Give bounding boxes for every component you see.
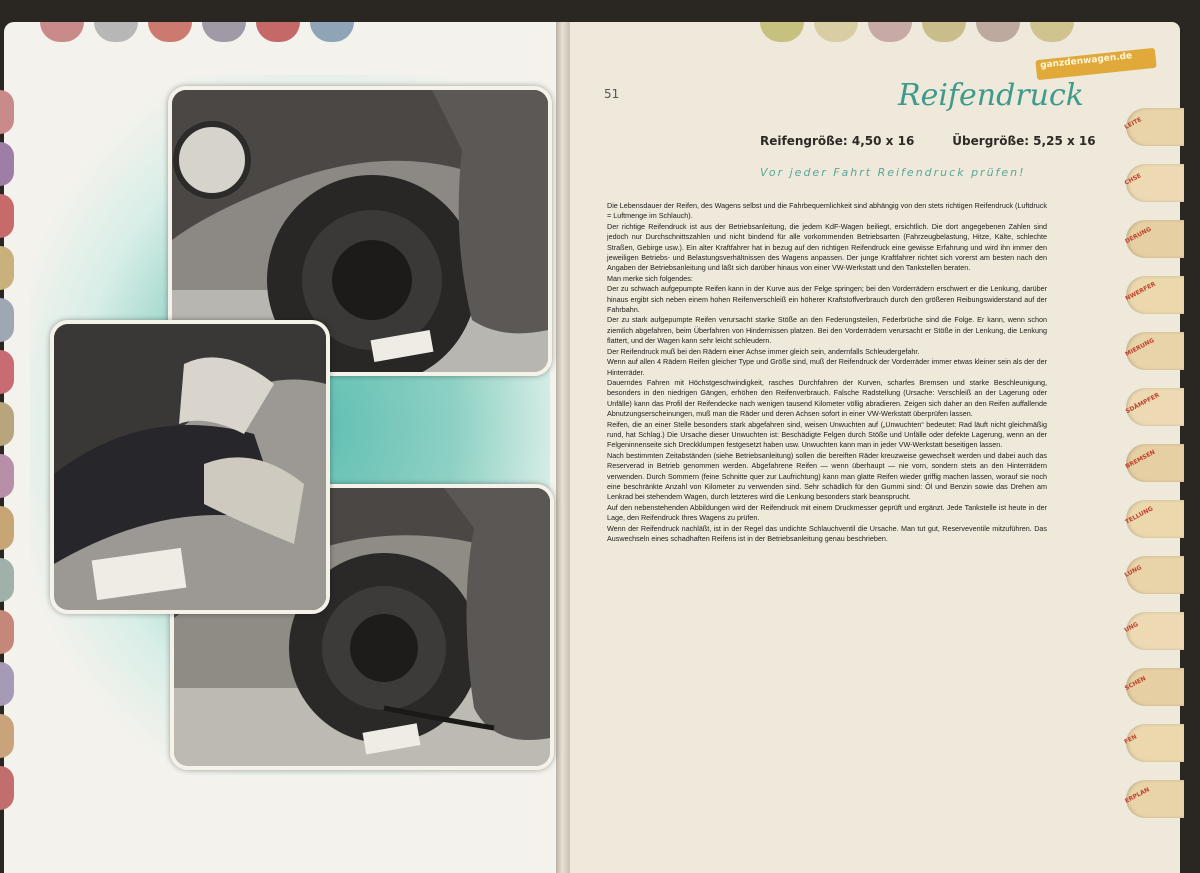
page-number: 51 [604,87,620,101]
thumb-tab-label: LUNG [1123,564,1144,579]
photo-tire-valve [50,320,330,614]
paragraph: Der Reifendruck muß bei den Rädern einer Achse immer gleich sein, andernfalls Schleudergefahr. [607,346,920,356]
thumb-tab-label: CHSE [1123,172,1143,187]
top-tab-edge-right [760,22,1074,42]
paragraph: Der zu stark aufgepumpte Reifen verursacht starke Stöße an den Federungsteilen, Federbrüche sind die Folge. Er kann, wenn schon ziemlich abgefahren, beim Überfahren von Hindernissen platzen. Bei den Vorderrädern verursacht er Stöße in der Lenkung, die Lenkung flattert, und der Wagen kann sehr leicht schleudern. [607,315,1047,346]
top-tab-edge-left [40,22,354,42]
thumb-tab-label: DERUNG [1124,225,1153,246]
paragraph: Nach bestimmten Zeitabständen (siehe Betriebsanleitung) sollen die bereiften Räder kreuzweise gewechselt werden und dabei auch das Reserverad in Betrieb genommen werden. Abgefahrene Reifen — wenn überhaupt — nie vorn, sondern stets an den Hinterrädern verwenden. Durch Sommern (feine Schnitte quer zur Laufrichtung) kann man glatte Reifen wieder griffig machen lassen, worauf sie noch eine beschränkte Anzahl von Kilometer zu verwenden sind. Sehr schädlich für den Gummi sind: Öl und Benzin sowie das Drehen am Lenkrad bei stehendem Wagen, durch letzteres wird die Lenkung besonders stark beansprucht. [607,450,1047,502]
thumb-tab-label: TELLUNG [1124,505,1155,526]
thumb-tab[interactable] [1126,556,1184,594]
thumb-tab[interactable] [1126,108,1184,146]
paragraph: Der zu schwach aufgepumpte Reifen kann in der Kurve aus der Felge springen; bei den Vorderrädern erschwert er die Lenkung, darüber hinaus ergibt sich neben einem hohen Reifenverschleiß ein höherer Kraftstoffverbrauch durch den größeren Reibungswiderstand auf der Fahrbahn. [607,284,1047,315]
oversize: Übergröße: 5,25 x 16 [952,134,1096,148]
paragraph: Der richtige Reifendruck ist aus der Betriebsanleitung, die jedem KdF-Wagen beiliegt, ersichtlich. Die dort angegebenen Zahlen sind jedoch nur Durchschnittszahlen und nicht bindend für alle vorkommenden Betriebsarten (Fahrzeugbelastung, Hitze, Kälte, schlechte Straßen, Gebirge usw.). Ein alter Kraftfahrer hat in bezug auf den richtigen Reifendruck eine gewisse Erfahrung und wird ihn immer den jeweiligen Betriebs- und Belastungsverhältnissen des Wagens anpassen. Der junge Kraftfahrer richtet sich vorerst am besten nach den Angaben der Betriebsanleitung und läßt sich darüber hinaus von einer VW-Werkstatt und den Tankstellen beraten. [607,221,1047,273]
left-tab-edge [0,90,14,810]
thumb-tab-label: FEN [1123,733,1139,746]
thumb-tab[interactable] [1126,724,1184,762]
paragraph: Auf den nebenstehenden Abbildungen wird der Reifendruck mit einem Druckmesser geprüft und ergänzt. Jede Tankstelle ist heute in der Lage, den Reifendruck Ihres Wagens zu prüfen. [607,502,1047,523]
tire-sizes [760,134,1096,148]
thumb-tab-label: UNG [1123,620,1140,635]
tire-size: Reifengröße: 4,50 x 16 [760,134,915,148]
paragraph: Reifen, die an einer Stelle besonders stark abgefahren sind, weisen Unwuchten auf („Unwuchten“ bedeutet: Rad läuft nicht gleichmäßig rund, hat Schlag.) Die Ursache dieser Unwuchten ist: Beschädigte Felgen durch Stöße und Unfälle oder defekte Lagerung, wenn an der Felgeninnenseite sich Dreckklumpen festgesetzt haben usw. Unwuchten kann man in jeder VW-Werkstatt beseitigen lassen. [607,419,1047,450]
thumb-tab-label: NWERFER [1124,280,1157,303]
subtitle: Vor jeder Fahrt Reifendruck prüfen! [760,166,1026,179]
paragraph: Wenn der Reifendruck nachläßt, ist in der Regel das undichte Schlauchventil die Ursache. Man tut gut, Reserveventile mitzuführen. Das Auswechseln eines schadhaften Reifens ist in der Betriebsanleitung genau beschrieben. [607,523,1047,543]
paragraph: Man merke sich folgendes: [607,273,693,283]
body-text [607,201,1047,544]
thumb-tab-label: SDÄMPFER [1124,391,1161,416]
thumb-tab[interactable] [1126,164,1184,202]
thumb-tab-label: LEITE [1123,116,1143,131]
thumb-tab-label: ERPLAN [1123,786,1151,805]
watermark-text: ganzdenwagen.de [1039,51,1133,71]
thumb-tab-label: MIERUNG [1124,336,1156,359]
book-gutter [556,22,570,873]
thumb-tab-label: SCHEN [1123,675,1148,692]
thumb-tab-label: BREMSEN [1124,448,1157,471]
page-title: Reifendruck [898,78,1084,113]
paragraph: Die Lebensdauer der Reifen, des Wagens selbst und die Fahrbequemlichkeit sind abhängig von den stets richtigen Reifendruck (Luftdruck = Luftmenge im Schlauch). [607,201,1047,221]
thumb-tab[interactable] [1126,612,1184,650]
paragraph: Wenn auf allen 4 Rädern Reifen gleicher Type und Größe sind, muß der Reifendruck der Vorderräder immer etwas kleiner sein als der der Hinterräder. [607,357,1047,377]
paragraph: Dauerndes Fahren mit Höchstgeschwindigkeit, rasches Durchfahren der Kurven, scharfes Bremsen und starke Beschleunigung, besonders in den niedrigen Gängen, erhöhen den Reifenverbrauch. Falsche Radstellung (Ursache: Verschleiß an der Lagerung oder Unfälle) kann das Profil der Reifendecke nach wenigen tausend Kilometer völlig abradieren. Zeigen sich daher an den Reifen auffallende Abnutzungserscheinungen, muß man die Räder und deren Achsen sofort in einer VW-Werkstatt überprüfen lassen. [607,377,1047,419]
